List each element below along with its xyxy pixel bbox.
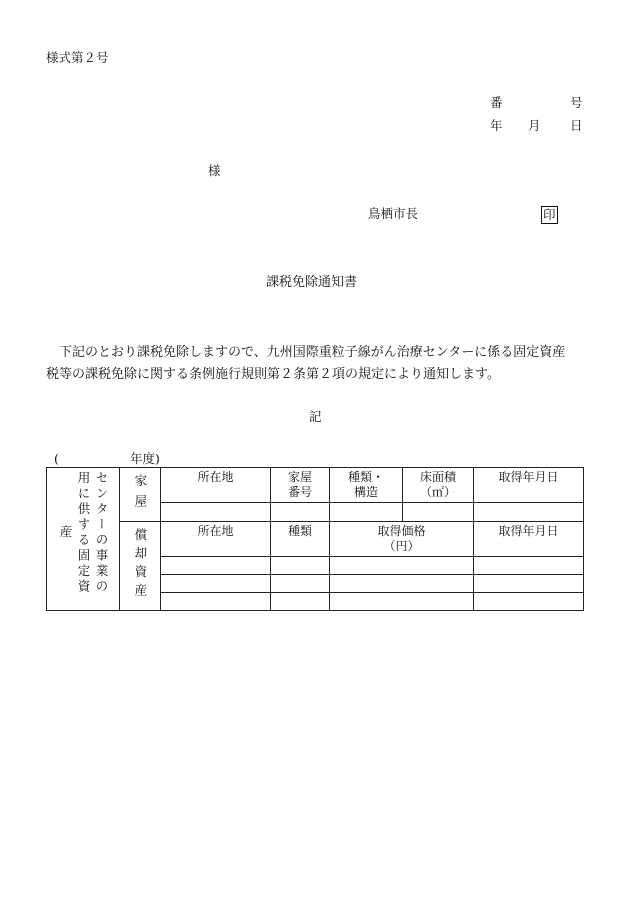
- house-cell-floor-area: [403, 503, 474, 522]
- house-cell-house-number: [271, 503, 330, 522]
- house-header-house-number: 家屋番号: [271, 468, 330, 503]
- date-day-label: 日: [570, 118, 583, 133]
- date-month-label: 月: [528, 118, 541, 133]
- house-header-floor-area: 床面積（㎡）: [403, 468, 474, 503]
- depreciable-cell-type: [271, 593, 330, 611]
- depreciable-cell-type: [271, 557, 330, 575]
- depreciable-header-acquisition-date: 取得年月日: [474, 522, 584, 557]
- depreciable-cell-type: [271, 575, 330, 593]
- depreciable-cell-acquisition-price: [330, 557, 474, 575]
- document-number-suffix: 号: [570, 95, 583, 110]
- depreciable-cell-location: [161, 575, 271, 593]
- depreciable-cell-acquisition-date: [474, 593, 584, 611]
- depreciable-cell-acquisition-price: [330, 575, 474, 593]
- house-header-location: 所在地: [161, 468, 271, 503]
- depreciable-header-location: 所在地: [161, 522, 271, 557]
- depreciable-header-type: 種類: [271, 522, 330, 557]
- body-paragraph: [46, 342, 586, 386]
- depreciable-header-acquisition-price: 取得価格（円）: [330, 522, 474, 557]
- fixed-assets-side-label: センターの事業の用に供する固定資産: [47, 468, 120, 611]
- body-line-2: 税等の課税免除に関する条例施行規則第２条第２項の規定により通知します。: [46, 367, 500, 382]
- house-label: 家屋: [120, 468, 161, 522]
- document-number-label: 番: [490, 95, 503, 110]
- fixed-assets-table: [46, 467, 584, 611]
- date-year-label: 年: [490, 118, 503, 133]
- sender-title: 鳥栖市長: [368, 206, 419, 221]
- house-cell-type-structure: [330, 503, 403, 522]
- house-header-acquisition-date: 取得年月日: [474, 468, 584, 503]
- fiscal-year-label: 年度): [130, 451, 160, 466]
- depreciable-cell-location: [161, 557, 271, 575]
- addressee-honorific: 様: [208, 163, 221, 178]
- house-cell-location: [161, 503, 271, 522]
- depreciable-cell-location: [161, 593, 271, 611]
- house-header-type-structure: 種類・構造: [330, 468, 403, 503]
- depreciable-cell-acquisition-price: [330, 593, 474, 611]
- depreciable-assets-label: 償却資産: [120, 522, 161, 611]
- body-line-1: 下記のとおり課税免除しますので、九州国際重粒子線がん治療センターに係る固定資産: [46, 345, 566, 360]
- document-title: 課税免除通知書: [266, 275, 358, 290]
- record-heading: 記: [309, 409, 322, 424]
- seal-mark: 印: [543, 207, 556, 222]
- house-cell-acquisition-date: [474, 503, 584, 522]
- form-number: 様式第２号: [46, 50, 109, 65]
- depreciable-cell-acquisition-date: [474, 575, 584, 593]
- fiscal-year-open-paren: (: [54, 451, 59, 466]
- depreciable-cell-acquisition-date: [474, 557, 584, 575]
